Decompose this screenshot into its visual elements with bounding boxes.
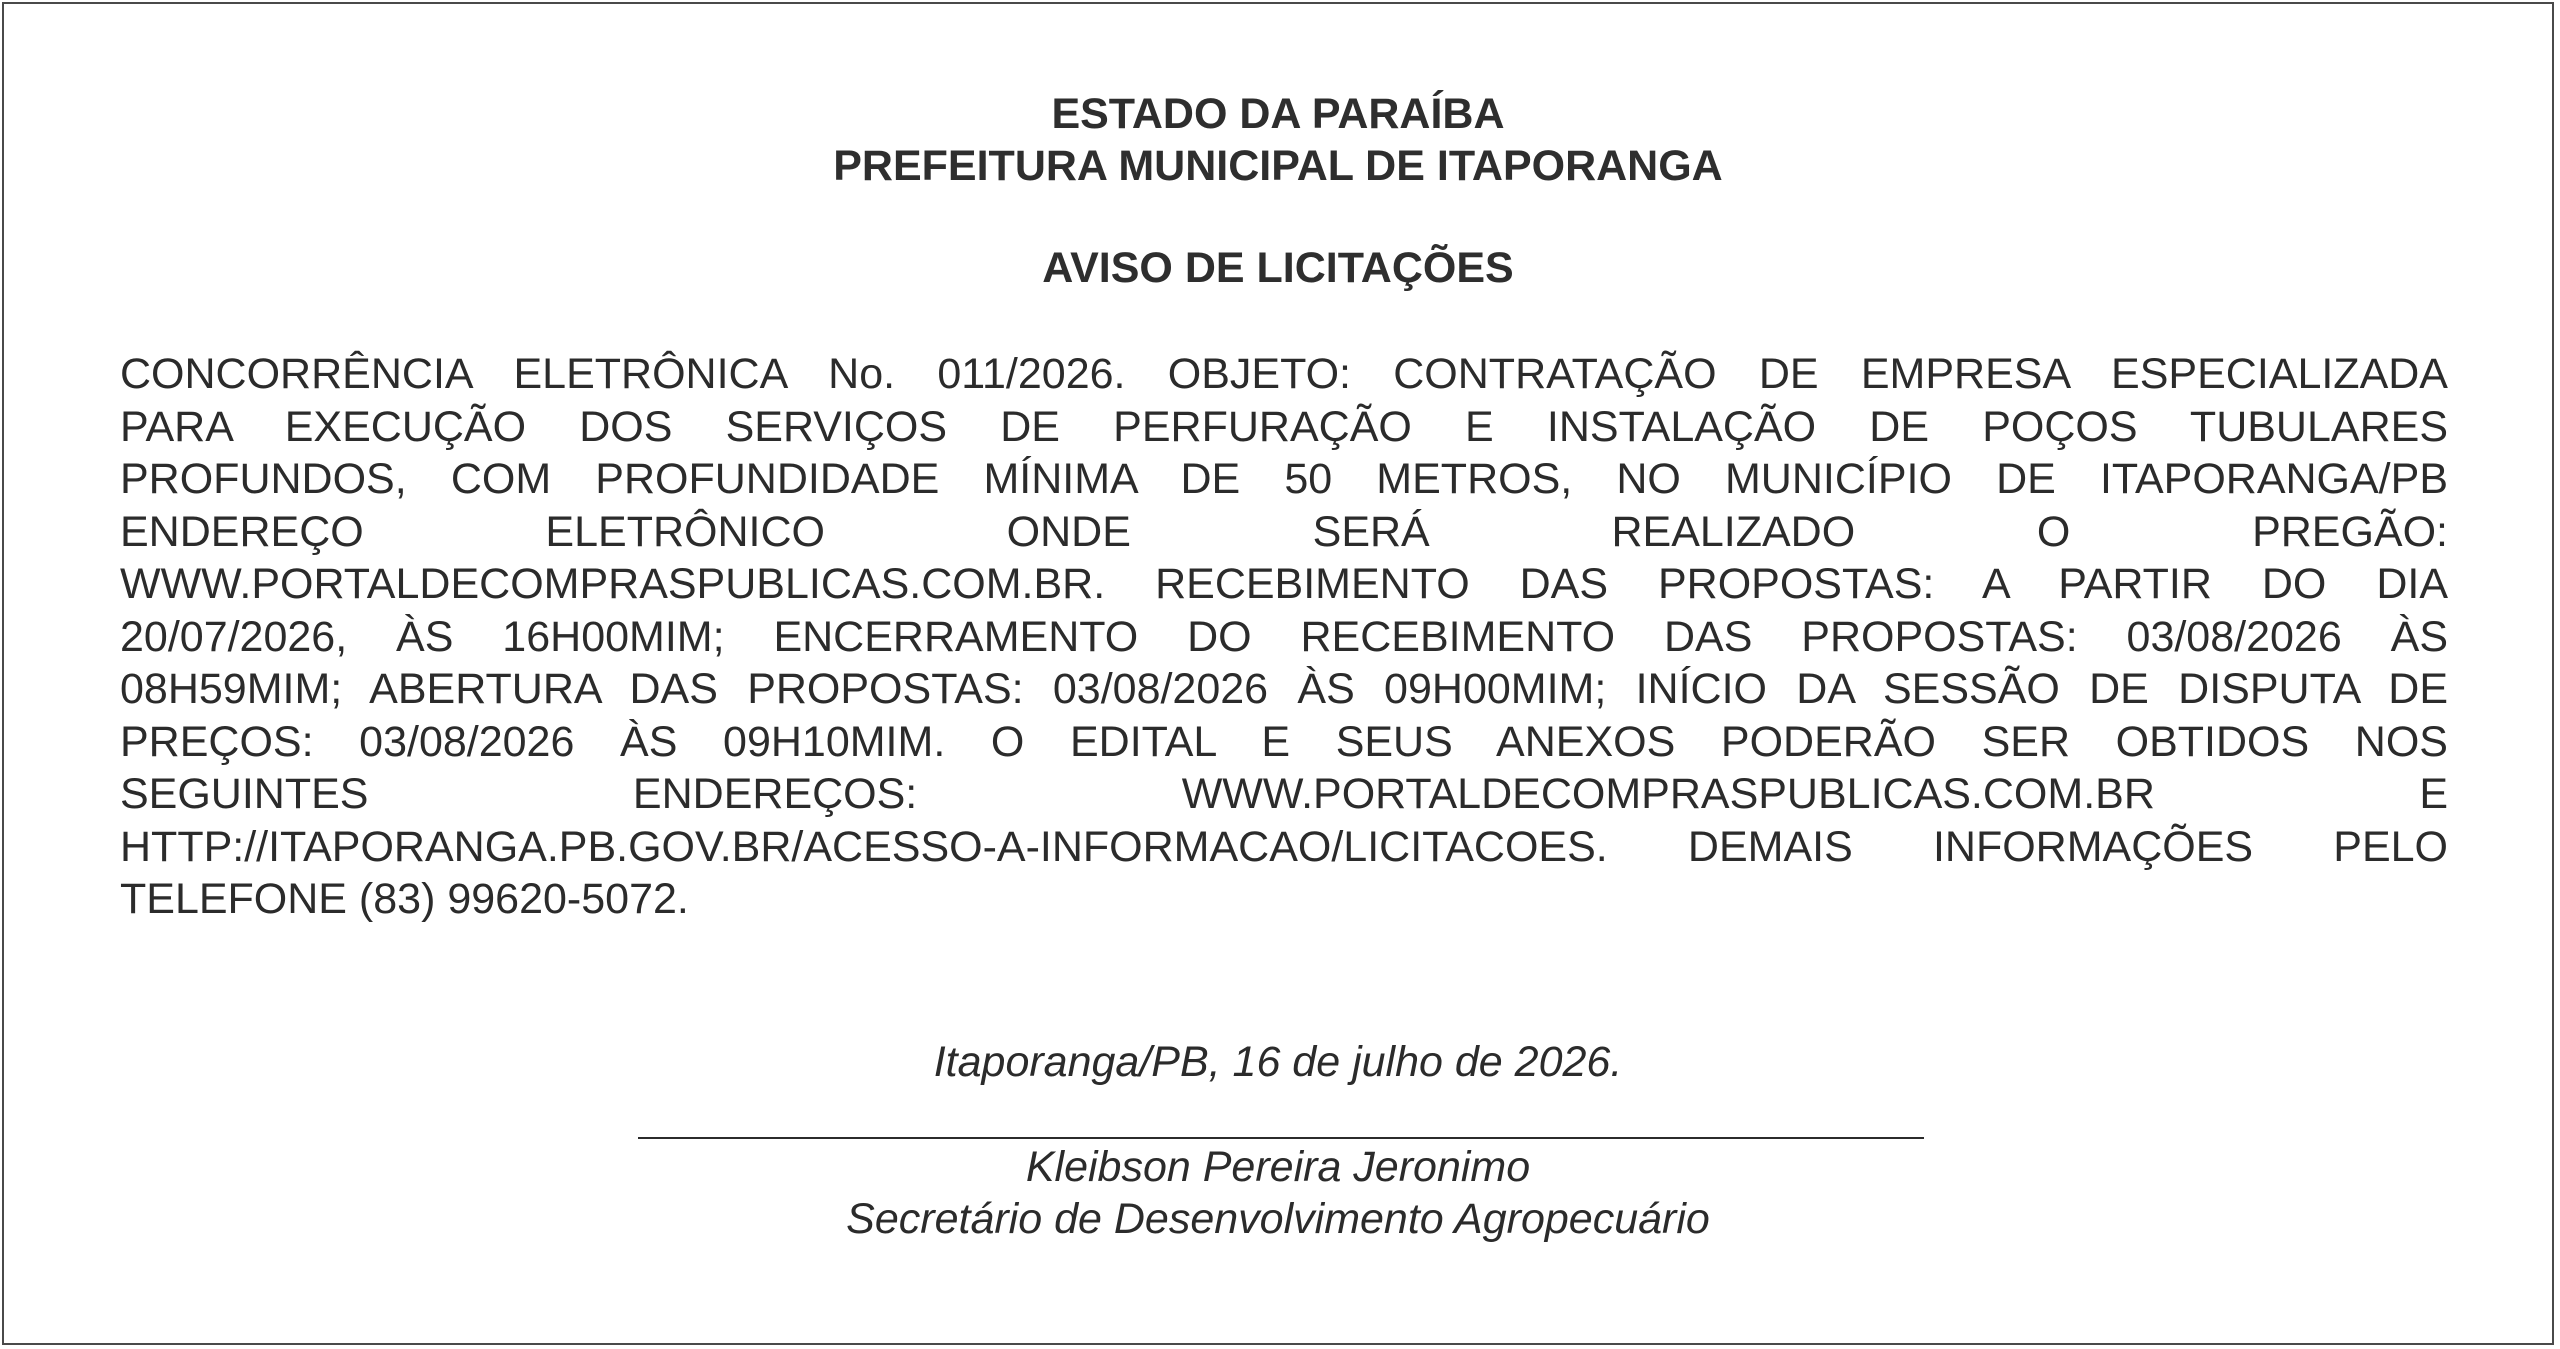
body-line: CONCORRÊNCIA ELETRÔNICA No. 011/2026. OBJETO: CONTRATAÇÃO DE EMPRESA ESPECIALIZADA: [120, 350, 2448, 398]
notice-body: [120, 348, 2448, 926]
place-date: Itaporanga/PB, 16 de julho de 2026.: [933, 1038, 1623, 1086]
municipality-name: PREFEITURA MUNICIPAL DE ITAPORANGA: [833, 142, 1723, 190]
notice-title: AVISO DE LICITAÇÕES: [1042, 244, 1514, 292]
body-line: 20/07/2026, ÀS 16H00MIM; ENCERRAMENTO DO RECEBIMENTO DAS PROPOSTAS: 03/08/2026 ÀS: [120, 612, 2448, 661]
body-line: ENDEREÇO ELETRÔNICO ONDE SERÁ REALIZADO O PREGÃO:: [120, 507, 2448, 556]
body-line: SEGUINTES ENDEREÇOS: WWW.PORTALDECOMPRASPUBLICAS.COM.BR E: [120, 770, 2448, 818]
signer-block: [4, 1141, 2552, 1245]
notice-frame: [2, 2, 2554, 1345]
state-name: ESTADO DA PARAÍBA: [1051, 90, 1505, 138]
body-line: HTTP://ITAPORANGA.PB.GOV.BR/ACESSO-A-INFORMACAO/LICITACOES. DEMAIS INFORMAÇÕES PELO: [120, 822, 2448, 871]
body-line: PREÇOS: 03/08/2026 ÀS 09H10MIM. O EDITAL E SEUS ANEXOS PODERÃO SER OBTIDOS NOS: [120, 717, 2448, 766]
signer-role: Secretário de Desenvolvimento Agropecuário: [846, 1195, 1710, 1243]
body-line: WWW.PORTALDECOMPRASPUBLICAS.COM.BR. RECEBIMENTO DAS PROPOSTAS: A PARTIR DO DIA: [120, 560, 2448, 608]
body-line: TELEFONE (83) 99620-5072.: [120, 875, 689, 923]
signer-name: Kleibson Pereira Jeronimo: [1025, 1143, 1531, 1191]
signature-line: [638, 1137, 1924, 1139]
body-line: PROFUNDOS, COM PROFUNDIDADE MÍNIMA DE 50 METROS, NO MUNICÍPIO DE ITAPORANGA/PB: [120, 455, 2448, 503]
issuer-header: [4, 88, 2552, 192]
body-line: 08H59MIM; ABERTURA DAS PROPOSTAS: 03/08/2026 ÀS 09H00MIM; INÍCIO DA SESSÃO DE DISPUTA DE: [120, 665, 2448, 713]
body-line: PARA EXECUÇÃO DOS SERVIÇOS DE PERFURAÇÃO E INSTALAÇÃO DE POÇOS TUBULARES: [120, 402, 2448, 451]
